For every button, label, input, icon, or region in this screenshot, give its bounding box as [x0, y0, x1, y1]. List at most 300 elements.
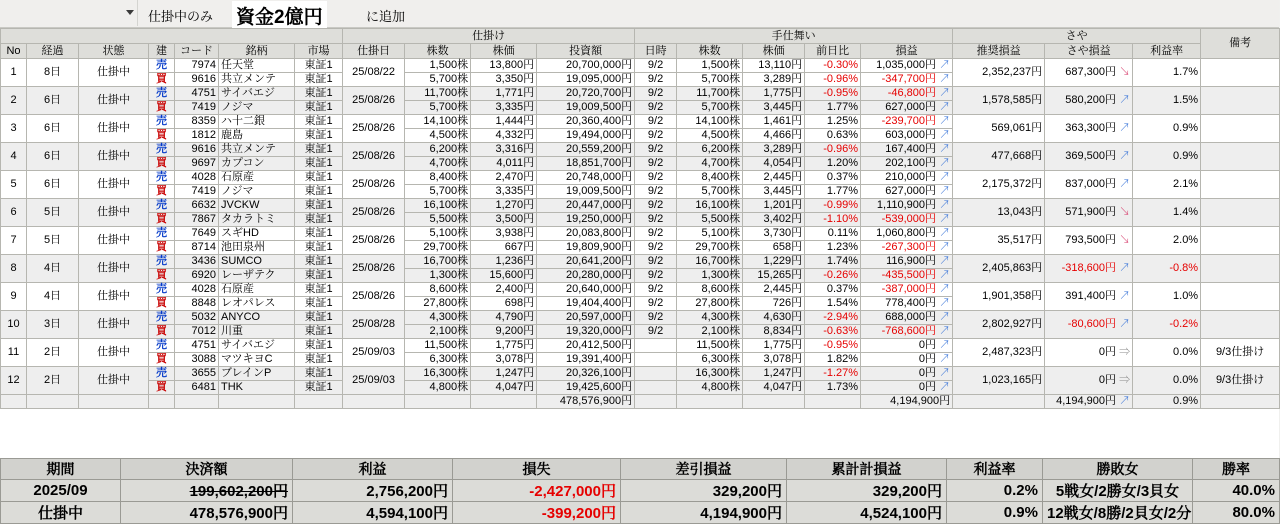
cell-entry-amount: 20,720,700円	[537, 87, 635, 101]
header-saya-pl[interactable]: さや損益	[1045, 44, 1133, 59]
cell-exit-price: 658円	[743, 241, 805, 255]
cell-code[interactable]: 4751	[175, 87, 219, 101]
cell-note	[1201, 255, 1280, 283]
cell-side: 買	[149, 381, 175, 395]
cell-code[interactable]: 4028	[175, 283, 219, 297]
cell-exit-datetime: 9/2	[635, 199, 677, 213]
cell-exit-shares: 1,300株	[677, 269, 743, 283]
cell-prev-change: -0.26%	[805, 269, 861, 283]
cell-entry-date: 25/09/03	[343, 367, 405, 395]
arrow-up-icon: ↗	[939, 143, 951, 155]
cell-code[interactable]: 6481	[175, 381, 219, 395]
cell-exit-shares: 16,300株	[677, 367, 743, 381]
cell-code[interactable]: 9616	[175, 143, 219, 157]
cell-rate: 0.9%	[1133, 115, 1201, 143]
total-blank-8	[343, 395, 405, 409]
table-row[interactable]	[1, 227, 1280, 241]
cell-exit-price: 3,730円	[743, 227, 805, 241]
cell-exit-datetime: 9/2	[635, 171, 677, 185]
cell-code[interactable]: 9697	[175, 157, 219, 171]
summary-rate: 0.9%	[947, 502, 1043, 524]
cell-prev-change: 1.54%	[805, 297, 861, 311]
cell-entry-price: 698円	[471, 297, 537, 311]
cell-entry-price: 9,200円	[471, 325, 537, 339]
table-row[interactable]	[1, 367, 1280, 381]
cell-exit-price: 1,775円	[743, 339, 805, 353]
cell-exit-price: 3,078円	[743, 353, 805, 367]
total-blank-12	[677, 395, 743, 409]
cell-note: 9/3仕掛け	[1201, 367, 1280, 395]
arrow-up-icon: ↗	[1119, 122, 1131, 134]
cell-name[interactable]: 石原産	[219, 171, 295, 185]
cell-exit-shares: 5,100株	[677, 227, 743, 241]
cell-entry-shares: 6,200株	[405, 143, 471, 157]
header-status[interactable]: 状態	[79, 44, 149, 59]
cell-code[interactable]: 1812	[175, 129, 219, 143]
header-side[interactable]: 建	[149, 44, 175, 59]
cell-pl: 1,110,900円 ↗	[861, 199, 953, 213]
cell-entry-price: 4,332円	[471, 129, 537, 143]
cell-prev-change: -0.96%	[805, 143, 861, 157]
table-header	[1, 29, 1280, 59]
cell-side: 買	[149, 129, 175, 143]
cell-code[interactable]: 6632	[175, 199, 219, 213]
cell-entry-date: 25/08/22	[343, 59, 405, 87]
cell-entry-amount: 20,597,000円	[537, 311, 635, 325]
cell-name[interactable]: JVCKW	[219, 199, 295, 213]
cell-side: 売	[149, 367, 175, 381]
cell-entry-price: 1,270円	[471, 199, 537, 213]
cell-name[interactable]: レオパレス	[219, 297, 295, 311]
cell-market: 東証1	[295, 311, 343, 325]
cell-pl: 603,000円 ↗	[861, 129, 953, 143]
table-body	[1, 59, 1280, 409]
cell-entry-price: 3,316円	[471, 143, 537, 157]
cell-exit-shares: 5,700株	[677, 101, 743, 115]
cell-rec-pl: 2,352,237円	[953, 59, 1045, 87]
cell-status: 仕掛中	[79, 171, 149, 199]
cell-name[interactable]: 池田泉州	[219, 241, 295, 255]
cell-exit-shares: 5,500株	[677, 213, 743, 227]
cell-prev-change: 1.77%	[805, 101, 861, 115]
cell-note	[1201, 311, 1280, 339]
header-rec-pl[interactable]: 推奨損益	[953, 44, 1045, 59]
cell-prev-change: 1.82%	[805, 353, 861, 367]
cell-exit-price: 8,834円	[743, 325, 805, 339]
cell-exit-price: 13,110円	[743, 59, 805, 73]
header-exit-price[interactable]: 株価	[743, 44, 805, 59]
cell-code[interactable]: 7419	[175, 101, 219, 115]
cell-market: 東証1	[295, 143, 343, 157]
cell-rec-pl: 1,901,358円	[953, 283, 1045, 311]
cell-pl: 0円 ↗	[861, 353, 953, 367]
cell-entry-amount: 20,360,400円	[537, 115, 635, 129]
cell-no: 10	[1, 311, 27, 339]
arrow-up-icon: ↗	[939, 213, 951, 225]
cell-name[interactable]: タカラトミ	[219, 213, 295, 227]
cell-entry-amount: 20,412,500円	[537, 339, 635, 353]
cell-entry-date: 25/08/28	[343, 311, 405, 339]
header-entry-price[interactable]: 株価	[471, 44, 537, 59]
cell-side: 売	[149, 171, 175, 185]
cell-prev-change: -0.30%	[805, 59, 861, 73]
cell-exit-shares: 4,800株	[677, 381, 743, 395]
cell-entry-price: 3,078円	[471, 353, 537, 367]
arrow-flat-icon: ⇒	[1119, 374, 1131, 386]
cell-elapsed: 6日	[27, 115, 79, 143]
cell-name[interactable]: 共立メンテ	[219, 143, 295, 157]
header-elapsed[interactable]: 経過	[27, 44, 79, 59]
arrow-up-icon: ↗	[939, 353, 951, 365]
cell-exit-shares: 6,200株	[677, 143, 743, 157]
summary-header-5: 累計計損益	[787, 459, 947, 480]
cell-entry-price: 3,350円	[471, 73, 537, 87]
cell-market: 東証1	[295, 367, 343, 381]
cell-code[interactable]: 5032	[175, 311, 219, 325]
cell-saya-pl: 369,500円 ↗	[1045, 143, 1133, 171]
header-name[interactable]: 銘柄	[219, 44, 295, 59]
cell-saya-pl: 0円 ⇒	[1045, 367, 1133, 395]
cell-code[interactable]: 3655	[175, 367, 219, 381]
header-entry-date[interactable]: 仕掛日	[343, 44, 405, 59]
summary-settled: 199,602,200円	[121, 480, 293, 502]
cell-entry-date: 25/08/26	[343, 227, 405, 255]
cell-side: 売	[149, 115, 175, 129]
total-blank-3	[79, 395, 149, 409]
toolbar	[0, 0, 1279, 28]
header-pl[interactable]: 損益	[861, 44, 953, 59]
cell-entry-shares: 4,800株	[405, 381, 471, 395]
cell-saya-pl: 837,000円 ↗	[1045, 171, 1133, 199]
arrow-up-icon: ↗	[939, 73, 951, 85]
cell-market: 東証1	[295, 227, 343, 241]
header-entry-shares[interactable]: 株数	[405, 44, 471, 59]
table-row[interactable]	[1, 283, 1280, 297]
cell-name[interactable]: SUMCO	[219, 255, 295, 269]
cell-status: 仕掛中	[79, 227, 149, 255]
summary-header-1: 決済額	[121, 459, 293, 480]
cell-saya-pl: 580,200円 ↗	[1045, 87, 1133, 115]
cell-no: 5	[1, 171, 27, 199]
cell-rec-pl: 569,061円	[953, 115, 1045, 143]
cell-rate: 0.0%	[1133, 367, 1201, 395]
table-row[interactable]	[1, 115, 1280, 129]
cell-code[interactable]: 7649	[175, 227, 219, 241]
cell-name[interactable]: 石原産	[219, 283, 295, 297]
cell-exit-price: 3,289円	[743, 143, 805, 157]
cell-exit-price: 3,289円	[743, 73, 805, 87]
cell-name[interactable]: THK	[219, 381, 295, 395]
cell-code[interactable]: 9616	[175, 73, 219, 87]
cell-code[interactable]: 8848	[175, 297, 219, 311]
summary-loss: -2,427,000円	[453, 480, 621, 502]
cell-entry-shares: 2,100株	[405, 325, 471, 339]
cell-status: 仕掛中	[79, 59, 149, 87]
cell-market: 東証1	[295, 283, 343, 297]
cell-exit-shares: 11,700株	[677, 87, 743, 101]
cell-prev-change: 0.63%	[805, 129, 861, 143]
cell-exit-datetime: 9/2	[635, 143, 677, 157]
cell-entry-date: 25/08/26	[343, 171, 405, 199]
cell-pl: 116,900円 ↗	[861, 255, 953, 269]
cell-prev-change: -1.10%	[805, 213, 861, 227]
table-row[interactable]	[1, 87, 1280, 101]
cell-exit-price: 4,047円	[743, 381, 805, 395]
cell-prev-change: 1.25%	[805, 115, 861, 129]
cell-exit-datetime: 9/2	[635, 311, 677, 325]
cell-exit-datetime: 9/2	[635, 185, 677, 199]
cell-side: 売	[149, 255, 175, 269]
cell-entry-shares: 14,100株	[405, 115, 471, 129]
arrow-up-icon: ↗	[939, 339, 951, 351]
cell-code[interactable]: 7974	[175, 59, 219, 73]
cell-entry-amount: 20,280,000円	[537, 269, 635, 283]
cell-exit-datetime: 9/2	[635, 101, 677, 115]
cell-rate: 2.1%	[1133, 171, 1201, 199]
cell-side: 売	[149, 87, 175, 101]
cell-code[interactable]: 6920	[175, 269, 219, 283]
table-row[interactable]	[1, 199, 1280, 213]
filter-label[interactable]: 仕掛中のみ	[148, 9, 214, 24]
arrow-up-icon: ↗	[939, 297, 951, 309]
summary-header-2: 利益	[293, 459, 453, 480]
total-blank-13	[743, 395, 805, 409]
cell-name[interactable]: カプコン	[219, 157, 295, 171]
cell-code[interactable]: 4028	[175, 171, 219, 185]
cell-entry-shares: 8,400株	[405, 171, 471, 185]
summary-header-0: 期間	[1, 459, 121, 480]
arrow-flat-icon: ⇒	[1119, 346, 1131, 358]
cell-exit-price: 4,054円	[743, 157, 805, 171]
cell-market: 東証1	[295, 325, 343, 339]
cell-name[interactable]: ブレインP	[219, 367, 295, 381]
cell-note	[1201, 143, 1280, 171]
cell-side: 買	[149, 73, 175, 87]
cell-code[interactable]: 7012	[175, 325, 219, 339]
cell-pl: -768,600円 ↗	[861, 325, 953, 339]
cell-rec-pl: 2,175,372円	[953, 171, 1045, 199]
header-group-entry: 仕掛け	[343, 29, 635, 44]
table-row[interactable]	[1, 339, 1280, 353]
cell-entry-shares: 8,600株	[405, 283, 471, 297]
total-blank-15	[953, 395, 1045, 409]
cell-no: 7	[1, 227, 27, 255]
cell-code[interactable]: 7419	[175, 185, 219, 199]
cell-exit-datetime: 9/2	[635, 213, 677, 227]
cell-status: 仕掛中	[79, 311, 149, 339]
cell-exit-price: 1,201円	[743, 199, 805, 213]
cell-prev-change: -0.63%	[805, 325, 861, 339]
cell-entry-price: 4,047円	[471, 381, 537, 395]
cell-saya-pl: 687,300円 ↘	[1045, 59, 1133, 87]
cell-entry-price: 667円	[471, 241, 537, 255]
cell-market: 東証1	[295, 101, 343, 115]
cell-exit-datetime: 9/2	[635, 241, 677, 255]
summary-net: 4,194,900円	[621, 502, 787, 524]
cell-note	[1201, 283, 1280, 311]
cell-no: 9	[1, 283, 27, 311]
cell-entry-shares: 5,500株	[405, 213, 471, 227]
cell-entry-shares: 16,700株	[405, 255, 471, 269]
cell-entry-amount: 19,391,400円	[537, 353, 635, 367]
cell-pl: -435,500円 ↗	[861, 269, 953, 283]
cell-pl: 167,400円 ↗	[861, 143, 953, 157]
cell-name[interactable]: 鹿島	[219, 129, 295, 143]
cell-entry-date: 25/08/26	[343, 199, 405, 227]
cell-name[interactable]: サイバエジ	[219, 339, 295, 353]
cell-status: 仕掛中	[79, 143, 149, 171]
cell-name[interactable]: 任天堂	[219, 59, 295, 73]
cell-entry-price: 3,335円	[471, 101, 537, 115]
header-prev-change[interactable]: 前日比	[805, 44, 861, 59]
cell-name[interactable]: 川重	[219, 325, 295, 339]
arrow-down-icon: ↘	[1119, 66, 1131, 78]
cell-pl: 0円 ↗	[861, 381, 953, 395]
cell-exit-price: 726円	[743, 297, 805, 311]
cell-saya-pl: -80,600円 ↗	[1045, 311, 1133, 339]
cell-market: 東証1	[295, 269, 343, 283]
cell-entry-amount: 20,748,000円	[537, 171, 635, 185]
summary-header-row	[1, 459, 1280, 480]
cell-name[interactable]: マツキヨC	[219, 353, 295, 367]
cell-side: 買	[149, 101, 175, 115]
cell-entry-amount: 19,404,400円	[537, 297, 635, 311]
cell-market: 東証1	[295, 185, 343, 199]
cell-name[interactable]: ANYCO	[219, 311, 295, 325]
header-rate[interactable]: 利益率	[1133, 44, 1201, 59]
header-exit-datetime[interactable]: 日時	[635, 44, 677, 59]
table-row[interactable]	[1, 311, 1280, 325]
arrow-up-icon: ↗	[1119, 318, 1131, 330]
arrow-up-icon: ↗	[939, 101, 951, 113]
cell-status: 仕掛中	[79, 255, 149, 283]
cell-pl: 0円 ↗	[861, 339, 953, 353]
cell-code[interactable]: 3088	[175, 353, 219, 367]
cell-name[interactable]: ハ十二銀	[219, 115, 295, 129]
cell-prev-change: 1.73%	[805, 381, 861, 395]
cell-entry-shares: 11,500株	[405, 339, 471, 353]
cell-prev-change: -0.95%	[805, 87, 861, 101]
cell-entry-amount: 19,425,600円	[537, 381, 635, 395]
cell-rate: 0.0%	[1133, 339, 1201, 367]
cell-name[interactable]: サイバエジ	[219, 87, 295, 101]
cell-rec-pl: 13,043円	[953, 199, 1045, 227]
cell-saya-pl: -318,600円 ↗	[1045, 255, 1133, 283]
arrow-up-icon: ↗	[939, 311, 951, 323]
cell-exit-shares: 4,700株	[677, 157, 743, 171]
cell-entry-date: 25/08/26	[343, 115, 405, 143]
cell-note: 9/3仕掛け	[1201, 339, 1280, 367]
cell-pl: 0円 ↗	[861, 367, 953, 381]
cell-market: 東証1	[295, 199, 343, 213]
cell-exit-shares: 4,500株	[677, 129, 743, 143]
cell-rate: -0.8%	[1133, 255, 1201, 283]
cell-entry-shares: 5,100株	[405, 227, 471, 241]
cell-exit-datetime: 9/2	[635, 325, 677, 339]
cell-name[interactable]: レーザテク	[219, 269, 295, 283]
cell-side: 買	[149, 241, 175, 255]
cell-exit-price: 1,775円	[743, 87, 805, 101]
total-saya-pl: 4,194,900円 ↗	[1045, 395, 1133, 409]
cell-code[interactable]: 8359	[175, 115, 219, 129]
cell-exit-price: 1,229円	[743, 255, 805, 269]
cell-name[interactable]: ノジマ	[219, 101, 295, 115]
table-row[interactable]	[1, 255, 1280, 269]
cell-exit-price: 2,445円	[743, 171, 805, 185]
cell-code[interactable]: 4751	[175, 339, 219, 353]
arrow-up-icon: ↗	[939, 129, 951, 141]
cell-name[interactable]: スギHD	[219, 227, 295, 241]
table-row[interactable]	[1, 171, 1280, 185]
cell-market: 東証1	[295, 381, 343, 395]
cell-exit-datetime: 9/2	[635, 115, 677, 129]
table-row[interactable]	[1, 143, 1280, 157]
cell-code[interactable]: 3436	[175, 255, 219, 269]
cell-pl: 1,035,000円 ↗	[861, 59, 953, 73]
total-blank-5	[175, 395, 219, 409]
cell-saya-pl: 0円 ⇒	[1045, 339, 1133, 367]
cell-exit-shares: 27,800株	[677, 297, 743, 311]
cell-pl: -539,000円 ↗	[861, 213, 953, 227]
chevron-down-icon[interactable]	[126, 10, 134, 15]
summary-row	[1, 480, 1280, 502]
table-row[interactable]	[1, 59, 1280, 73]
cell-saya-pl: 793,500円 ↘	[1045, 227, 1133, 255]
total-rate: 0.9%	[1133, 395, 1201, 409]
cell-exit-datetime: 9/2	[635, 227, 677, 241]
cell-entry-price: 3,500円	[471, 213, 537, 227]
cell-exit-shares: 1,500株	[677, 59, 743, 73]
header-group-saya: さや	[953, 29, 1201, 44]
cell-pl: 627,000円 ↗	[861, 101, 953, 115]
cell-exit-shares: 8,400株	[677, 171, 743, 185]
cell-market: 東証1	[295, 255, 343, 269]
total-blank-6	[219, 395, 295, 409]
header-entry-amount[interactable]: 投資額	[537, 44, 635, 59]
cell-entry-amount: 19,320,000円	[537, 325, 635, 339]
cell-name[interactable]: ノジマ	[219, 185, 295, 199]
header-code[interactable]: コード	[175, 44, 219, 59]
cell-elapsed: 8日	[27, 59, 79, 87]
cell-rate: 1.5%	[1133, 87, 1201, 115]
header-exit-shares[interactable]: 株数	[677, 44, 743, 59]
cell-entry-amount: 19,009,500円	[537, 101, 635, 115]
summary-loss: -399,200円	[453, 502, 621, 524]
cell-code[interactable]: 7867	[175, 213, 219, 227]
cell-name[interactable]: 共立メンテ	[219, 73, 295, 87]
total-entry-amount: 478,576,900円	[537, 395, 635, 409]
strategy-select[interactable]	[0, 0, 138, 26]
cell-entry-date: 25/08/26	[343, 143, 405, 171]
add-to-label[interactable]: に追加	[366, 9, 406, 24]
cell-exit-price: 1,247円	[743, 367, 805, 381]
cell-elapsed: 3日	[27, 311, 79, 339]
cell-pl: -46,800円 ↗	[861, 87, 953, 101]
cell-saya-pl: 391,400円 ↗	[1045, 283, 1133, 311]
total-blank-4	[149, 395, 175, 409]
arrow-up-icon: ↗	[1119, 94, 1131, 106]
arrow-up-icon: ↗	[939, 283, 951, 295]
cell-prev-change: 1.23%	[805, 241, 861, 255]
cell-code[interactable]: 8714	[175, 241, 219, 255]
header-market[interactable]: 市場	[295, 44, 343, 59]
summary-rate: 0.2%	[947, 480, 1043, 502]
cell-exit-price: 1,461円	[743, 115, 805, 129]
header-no[interactable]: No	[1, 44, 27, 59]
cell-entry-price: 1,771円	[471, 87, 537, 101]
page-title: 資金2億円	[232, 1, 327, 31]
cell-entry-amount: 20,640,000円	[537, 283, 635, 297]
